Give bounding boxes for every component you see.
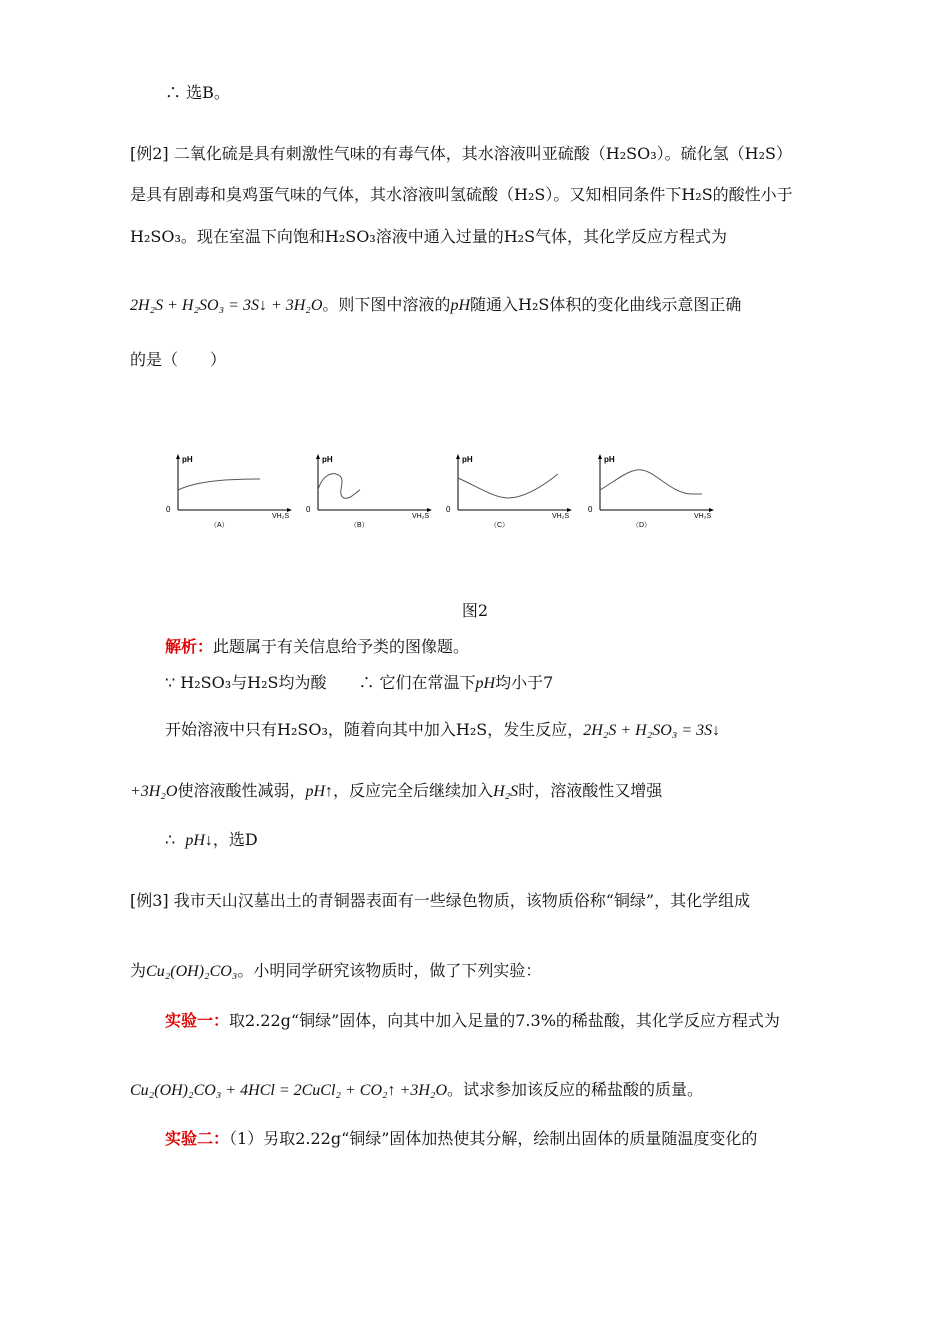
y-axis-label: pH [322,455,333,464]
experiment-2-label: 实验二： [165,1129,230,1148]
text-segment: 此题属于有关信息给予类的图像题。 [213,637,470,656]
curve-a [178,479,260,490]
analysis-label: 解析： [165,637,214,656]
text-segment: 为 [130,961,147,980]
graph-a [160,452,300,532]
reaction-equation: +3H₂O [130,783,178,800]
text-segment: 使溶液酸性减弱， [177,781,306,800]
answer-line-d [165,829,258,852]
example-2-line-1: [例2] 二氧化硫是具有刺激性气味的有毒气体，其水溶液叫亚硫酸（H₂SO₃）。硫化氢（H₂S） [130,144,792,163]
analysis-line [165,636,469,658]
x-axis-label: VH₂S [412,513,430,520]
reaction-equation: 2H₂S + H₂SO₃ = 3S↓ + 3H₂O [130,297,323,314]
x-axis-label: VH₂S [552,513,570,520]
y-axis-label: pH [462,455,473,464]
y-axis-label: pH [182,455,193,464]
ph-symbol: pH↓ [185,832,213,849]
origin-label: 0 [588,505,593,514]
experiment-1-line [165,1010,780,1032]
curve-b [318,474,360,499]
origin-label: 0 [306,505,311,514]
x-axis-label: VH₂S [272,513,290,520]
curve-d [600,470,702,494]
example-2-line-2: 是具有剧毒和臭鸡蛋气味的气体，其水溶液叫氢硫酸（H₂S）。又知相同条件下H₂S的酸性小于 [130,185,793,204]
reaction-line [165,719,720,742]
graph-label: （B） [350,522,369,529]
reaction-equation: 2H₂S + H₂SO₃ = 3S↓ [583,722,721,739]
ph-symbol: pH [475,675,496,692]
text-segment: 均小于7 [495,673,554,692]
origin-label: 0 [446,505,451,514]
example-2-line-3: H₂SO₃。现在室温下向饱和H₂SO₃溶液中通入过量的H₂S气体，其化学反应方程式为 [130,227,728,246]
experiment-2-line [165,1128,757,1150]
text-segment: ，反应完全后继续加入 [333,781,494,800]
answer-line-b: ∴ 选B。 [165,83,230,102]
graph-label: （A） [210,522,229,529]
origin-label: 0 [166,505,171,514]
figure-caption: 图2 [461,601,489,620]
text-segment: 。则下图中溶液的 [322,295,451,314]
experiment-1-label: 实验一： [165,1011,230,1030]
text-segment: 开始溶液中只有H₂SO₃，随着向其中加入H₂S，发生反应， [165,720,584,739]
graph-d [582,452,722,532]
example-2-equation-line [130,294,741,317]
formula: Cu₂(OH)₂CO₃ [146,963,238,980]
ph-symbol: pH↑ [305,783,334,800]
reaction-equation: Cu₂(OH)₂CO₃ + 4HCl = 2CuCl₂ + CO₂↑ +3H₂O [130,1082,448,1099]
graph-c [440,452,580,532]
ph-symbol: pH [450,297,470,314]
example-2-question-end: 的是（ ） [130,350,227,369]
curve-c [458,474,558,498]
y-axis-label: pH [604,455,615,464]
graph-label: （D） [632,522,652,529]
text-segment: ∵ H₂SO₃与H₂S均为酸 ∴ 它们在常温下 [165,673,476,692]
text-segment: （1）另取2.22g“铜绿”固体加热使其分解，绘制出固体的质量随温度变化的 [229,1129,758,1148]
text-segment: 时，溶液酸性又增强 [518,781,663,800]
graph-b [300,452,440,532]
experiment-1-equation-line [130,1079,703,1102]
text-segment: 。小明同学研究该物质时，做了下列实验： [237,961,542,980]
example-3-line-1: [例3] 我市天山汉墓出土的青铜器表面有一些绿色物质，该物质俗称“铜绿”，其化学组成 [130,891,751,910]
acid-line [165,672,553,695]
text-segment: 。试求参加该反应的稀盐酸的质量。 [447,1080,704,1099]
text-segment: 随通入H₂S体积的变化曲线示意图正确 [470,295,742,314]
text-segment: ∴ [165,830,176,849]
text-segment: ，选D [212,830,258,849]
reaction-line-2 [130,780,662,803]
h2s-symbol: H₂S [493,783,519,800]
text-segment: 取2.22g“铜绿”固体，向其中加入足量的7.3%的稀盐酸，其化学反应方程式为 [229,1011,780,1030]
graph-label: （C） [490,522,510,529]
example-3-line-2 [130,960,541,983]
x-axis-label: VH₂S [694,513,712,520]
